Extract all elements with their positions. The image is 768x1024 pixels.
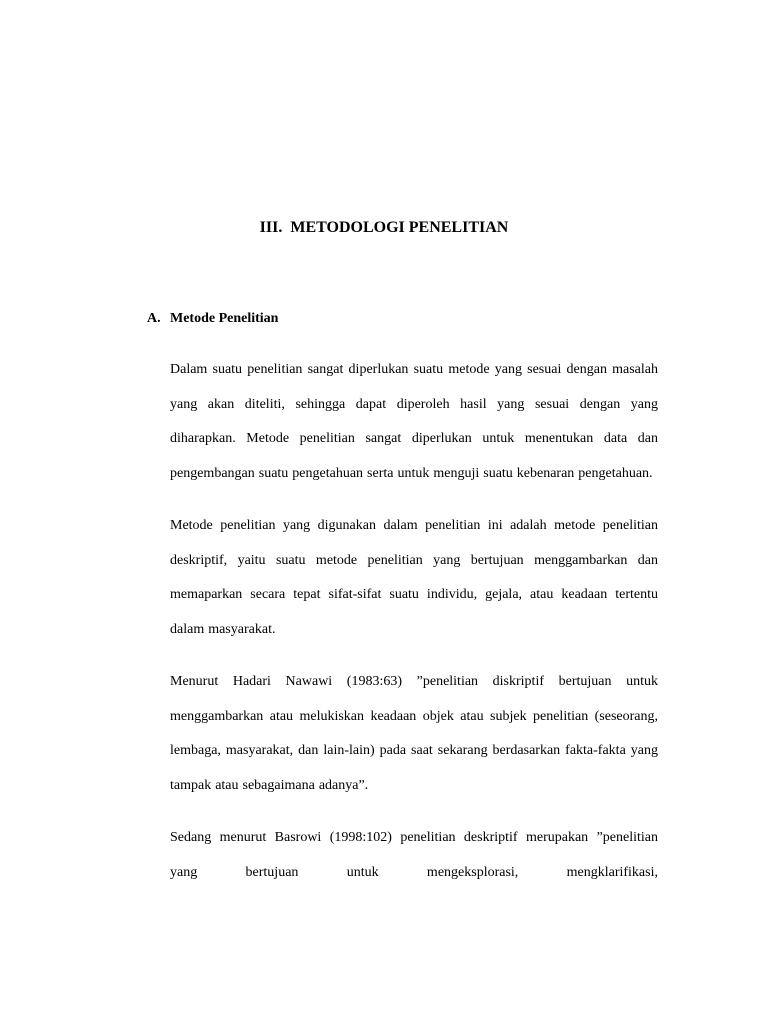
paragraph-2: Metode penelitian yang digunakan dalam penelitian ini adalah metode penelitian deskriptif, yaitu suatu metode penelitian yang bertujuan menggambarkan dan memaparkan secara tepat sifat-sifat suatu individu, gejala, atau keadaan tertentu dalam masyarakat. [170, 518, 658, 637]
section-marker: A. [147, 311, 161, 326]
paragraph-3: Menurut Hadari Nawawi (1983:63) ”penelitian diskriptif bertujuan untuk menggambarkan atau melukiskan keadaan objek atau subjek penelitian (seseorang, lembaga, masyarakat, dan lain-lain) pada saat sekarang berdasarkan fakta-fakta yang tampak atau sebagaimana adanya”. [170, 674, 658, 793]
section-heading [147, 309, 278, 329]
paragraph-1: Dalam suatu penelitian sangat diperlukan suatu metode yang sesuai dengan masalah yang akan diteliti, sehingga dapat diperoleh hasil yang sesuai dengan yang diharapkan. Metode penelitian sangat diperlukan untuk menentukan data dan pengembangan suatu pengetahuan serta untuk menguji suatu kebenaran pengetahuan. [170, 362, 658, 481]
paragraph-4: Sedang menurut Basrowi (1998:102) penelitian deskriptif merupakan ”penelitian yang bertujuan untuk mengeksplorasi, mengklarifikasi, [170, 830, 658, 880]
chapter-title: III. METODOLOGI PENELITIAN [259, 219, 509, 236]
section-title: Metode Penelitian [170, 311, 279, 326]
body-text [170, 353, 658, 908]
